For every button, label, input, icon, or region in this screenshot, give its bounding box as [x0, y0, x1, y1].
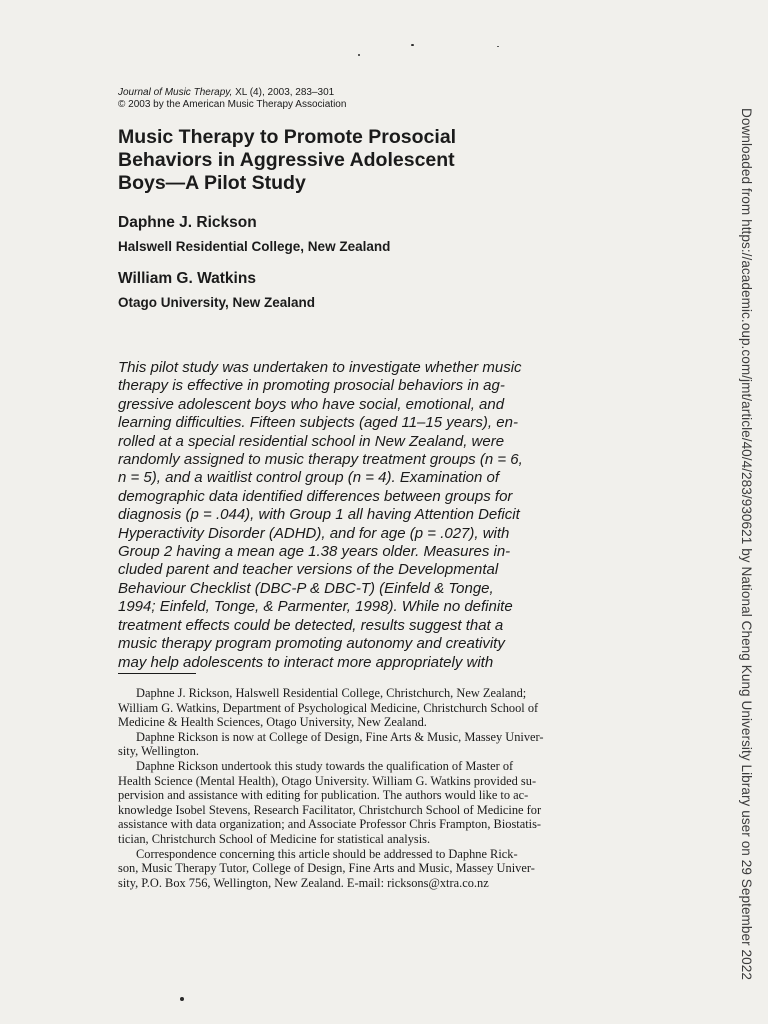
footnote-line: Daphne J. Rickson, Halswell Residential College, Christchurch, New Zealand; [136, 686, 527, 700]
abstract-line: gressive adolescent boys who have social, emotional, and [118, 395, 505, 413]
abstract-line: learning difficulties. Fifteen subjects (aged 11–15 years), en- [118, 414, 518, 432]
abstract-line: Behaviour Checklist (DBC-P & DBC-T) (Einfeld & Tonge, [118, 579, 494, 597]
abstract-line: This pilot study was undertaken to investigate whether music [118, 359, 522, 376]
abstract-line: music therapy program promoting autonomy and creativity [118, 635, 505, 653]
abstract-line: may help adolescents to interact more appropriately with [118, 653, 494, 671]
abstract-line: demographic data identified differences between groups for [118, 487, 513, 505]
footnote-line: Daphne Rickson is now at College of Design, Fine Arts & Music, Massey Univer- [136, 729, 544, 744]
scan-speck [180, 997, 184, 1001]
footnote-line: assistance with data organization; and Associate Professor Chris Frampton, Biostatis- [118, 817, 542, 832]
author-name: Daphne J. Rickson [118, 214, 257, 231]
abstract-line: therapy is effective in promoting prosocial behaviors in ag- [118, 377, 505, 395]
article-title [118, 126, 558, 195]
footnote-line: Medicine & Health Sciences, Otago University, New Zealand. [118, 715, 427, 730]
title-line: Boys—A Pilot Study [118, 172, 306, 194]
footnote-line: Daphne Rickson undertook this study towards the qualification of Master of [136, 758, 514, 773]
footnote-line: sity, P.O. Box 756, Wellington, New Zealand. E-mail: ricksons@xtra.co.nz [118, 875, 489, 890]
abstract-line: n = 5), and a waitlist control group (n = 4). Examination of [118, 469, 500, 487]
abstract-line: cluded parent and teacher versions of the Developmental [118, 561, 499, 579]
journal-volume: XL (4), 2003, 283–301 [232, 87, 335, 98]
footnote-line: William G. Watkins, Department of Psychological Medicine, Christchurch School of [118, 700, 539, 715]
abstract-line: 1994; Einfeld, Tonge, & Parmenter, 1998). While no definite [118, 598, 513, 616]
footnote-line: tician, Christchurch School of Medicine for statistical analysis. [118, 831, 431, 846]
abstract-line: Hyperactivity Disorder (ADHD), and for age (p = .027), with [118, 524, 510, 542]
title-line: Music Therapy to Promote Prosocial [118, 126, 457, 148]
footnotes [118, 686, 648, 890]
abstract-line: randomly assigned to music therapy treatment groups (n = 6, [118, 451, 523, 469]
abstract [118, 359, 558, 672]
footnote-line: sity, Wellington. [118, 744, 199, 759]
journal-name: Journal of Music Therapy, [118, 87, 233, 98]
download-watermark: Downloaded from https://academic.oup.com/jmt/article/40/4/283/930621 by National Cheng Kung University Library user on 29 September 2022 [739, 108, 754, 980]
journal-citation-line [118, 87, 346, 99]
scan-speck [411, 44, 414, 46]
copyright-line: © 2003 by the American Music Therapy Association [118, 99, 347, 110]
abstract-line: diagnosis (p = .044), with Group 1 all having Attention Deficit [118, 506, 520, 524]
title-line: Behaviors in Aggressive Adolescent [118, 149, 455, 171]
footnote-line: Correspondence concerning this article should be addressed to Daphne Rick- [136, 846, 518, 861]
footnote-line: pervision and assistance with editing for publication. The authors would like to ac- [118, 788, 529, 803]
scan-speck [497, 46, 499, 47]
abstract-line: Group 2 having a mean age 1.38 years older. Measures in- [118, 543, 511, 561]
journal-citation [118, 87, 346, 111]
scan-speck [358, 54, 360, 56]
footnote-line: knowledge Isobel Stevens, Research Facilitator, Christchurch School of Medicine for [118, 802, 542, 817]
footnote-rule [118, 673, 196, 674]
author-affiliation: Halswell Residential College, New Zealand [118, 239, 391, 254]
footnote-line: Health Science (Mental Health), Otago University. William G. Watkins provided su- [118, 773, 537, 788]
footnote-line: son, Music Therapy Tutor, College of Design, Fine Arts and Music, Massey Univer- [118, 861, 535, 876]
author-affiliation: Otago University, New Zealand [118, 295, 316, 310]
author-name: William G. Watkins [118, 270, 256, 287]
abstract-line: treatment effects could be detected, results suggest that a [118, 616, 504, 634]
abstract-line: rolled at a special residential school in New Zealand, were [118, 432, 505, 450]
